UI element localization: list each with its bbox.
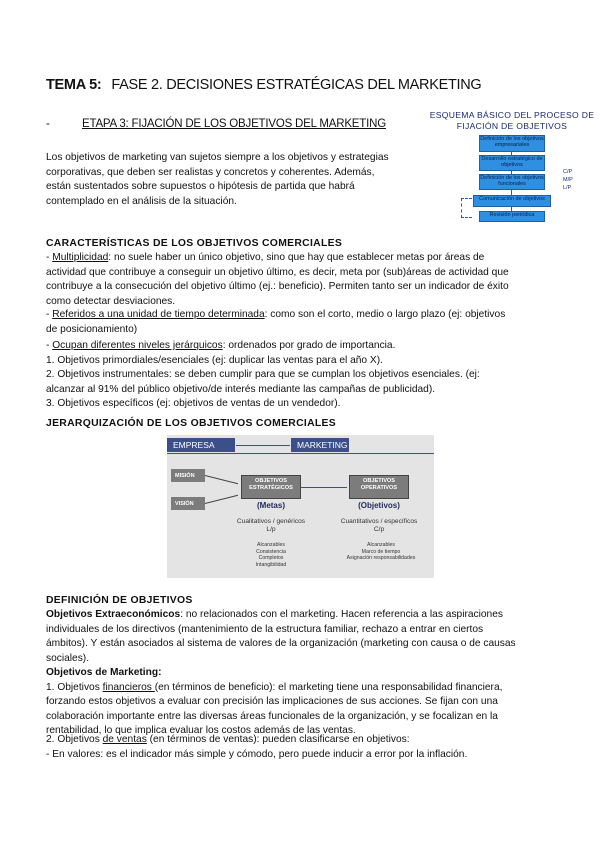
plazo-left: L/p [266, 526, 276, 533]
niveles-item: alcanzar al 91% del público objetivo/de interés mediante las campañas de publicidad). [46, 383, 436, 395]
schema-side-label: C/P [563, 169, 573, 175]
text: : no suele haber un único objetivo, sino que hay que establecer metas por áreas de [108, 252, 485, 263]
right-list [331, 542, 431, 562]
text: : ordenados por grado de importancia. [222, 340, 396, 351]
schema-box: Desarrollo estratégico de objetivos [479, 155, 545, 171]
intro-line: están sustentados sobre supuestos o hipótesis de partida que habrá [46, 181, 355, 193]
jerarquizacion-heading: JERARQUIZACIÓN DE LOS OBJETIVOS COMERCIALES [46, 418, 337, 429]
empresa-bar: EMPRESA [167, 438, 235, 452]
niveles-line [46, 339, 586, 354]
left-list-item: Completos [258, 555, 284, 561]
multiplicidad-term: Multiplicidad [52, 252, 109, 263]
extraeconomicos-paragraph [46, 608, 586, 666]
text: 1. Objetivos [46, 681, 103, 693]
financieros-term: financieros [102, 681, 155, 693]
schema-title-line2: FIJACIÓN DE OBJETIVOS [456, 121, 568, 131]
schema-side-label: L/P [563, 185, 572, 191]
left-list-item: Consistencia [256, 548, 286, 555]
niveles-paragraph [46, 339, 586, 412]
multiplicidad-paragraph [46, 251, 586, 309]
intro-line: Los objetivos de marketing van sujetos siempre a los objetivos y estrategias [46, 152, 389, 163]
intro-line: contemplado en el análisis de la situación. [46, 195, 237, 207]
marketing-objectives-heading: Objetivos de Marketing: [46, 667, 162, 678]
text: 2. Objetivos [46, 734, 103, 745]
schema-diagram [455, 133, 600, 233]
multiplicidad-line: como detectar desviaciones. [46, 295, 176, 307]
metas-label: (Metas) [256, 501, 285, 510]
tiempo-term: Referidos a una unidad de tiempo determinada [52, 309, 265, 320]
financieros-line: rentabilidad, lo que implica evaluar los costos además de las ventas. [46, 725, 356, 737]
financieros-line [46, 681, 586, 696]
vision-box: VISIÓN [171, 497, 205, 510]
vision-connector [205, 495, 238, 504]
text: : no relacionados con el marketing. Hacen referencia a las aspiraciones [180, 609, 503, 620]
extraeconomicos-line: sociales). [46, 652, 90, 664]
financieros-line: forzando estos objetivos a evaluar con precisión las implicaciones de sus acciones. Se fijan con una [46, 696, 498, 708]
niveles-item: 1. Objetivos primordiales/esenciales (ej: duplicar las ventas para el año X). [46, 354, 383, 366]
tiempo-line: de posicionamiento) [46, 323, 138, 335]
schema-box: Definición de los objetivos funcionales [479, 174, 545, 190]
caracteristicas-heading: CARACTERÍSTICAS DE LOS OBJETIVOS COMERCIALES [46, 238, 343, 249]
prefix: - [46, 309, 53, 320]
right-list-item: Alcanzables [367, 542, 395, 548]
left-list [227, 542, 315, 568]
marketing-objectives [46, 666, 586, 739]
niveles-item: 2. Objetivos instrumentales: se deben cumplir para que se cumplan los objetivos esenciales. (ej: [46, 369, 480, 381]
schema-title [426, 110, 598, 132]
right-list-item: Marco de tiempo [361, 548, 401, 555]
estrategicos-operativos-arrow [301, 487, 347, 488]
objetivos-estrategicos-box: OBJETIVOS ESTRATÉGICOS [241, 475, 301, 499]
etapa-label: ETAPA 3: FIJACIÓN DE LOS OBJETIVOS DEL MARKETING [82, 118, 386, 130]
etapa-dash: - [46, 118, 50, 130]
extraeconomicos-line: individuales de los directivos (mantenimiento de la estructura familiar, rechazo a entrar en ciertos [46, 623, 484, 635]
multiplicidad-line: actividad que contribuye a conseguir un objetivo último, es decir, meta por (sub)áreas de actividad que [46, 266, 509, 278]
niveles-item: 3. Objetivos específicos (ej: objetivos de ventas de un vendedor). [46, 398, 341, 410]
right-list-item: Asignación responsabilidades [346, 555, 416, 561]
plazo-right: C/p [373, 526, 385, 533]
tiempo-line [46, 308, 586, 323]
fase-label: FASE 2. DECISIONES ESTRATÉGICAS DEL MARKETING [111, 77, 482, 93]
hierarchy-diagram [167, 435, 434, 578]
schema-box: Comunicación de objetivos [473, 195, 551, 207]
objetivos-operativos-box: OBJETIVOS OPERATIVOS [349, 475, 409, 499]
financieros-line: colaboración importante entre las diversas áreas funcionales de la organización, y se focalizan en la [46, 710, 498, 722]
intro-paragraph [46, 151, 426, 209]
schema-box: Definición de los objetivos empresariales [479, 135, 545, 152]
marketing-bar: MARKETING [291, 438, 349, 452]
schema-box: Revisión periódica [479, 211, 545, 222]
text: (en términos de beneficio): el marketing tiene una responsabilidad financiera, [154, 681, 503, 693]
ventas-line: - En valores: es el indicador más simple y cómodo, pero puede inducir a error por la inflación. [46, 748, 468, 760]
schema-side-label: M/P [563, 177, 573, 183]
extraeconomicos-term: Objetivos Extraeconómicos [46, 609, 181, 620]
ventas-term: de ventas [102, 734, 147, 745]
tema-label: TEMA 5: [46, 77, 102, 93]
objetivos-label: (Objetivos) [358, 501, 400, 510]
schema-title-line1: ESQUEMA BÁSICO DEL PROCESO DE [429, 110, 595, 120]
niveles-term: Ocupan diferentes niveles jerárquicos [52, 340, 223, 351]
etapa-subtitle [46, 118, 386, 130]
extraeconomicos-line [46, 608, 586, 623]
extraeconomicos-line: ámbitos). Y están asociados al sistema de valores de la organización (marketing con causa o de causas [46, 638, 516, 650]
ventas-line [46, 733, 586, 748]
schema-feedback-loop [461, 198, 472, 218]
multiplicidad-line [46, 251, 586, 266]
text: : como son el corto, medio o largo plazo (ej: objetivos [264, 309, 506, 320]
page-title [46, 77, 481, 93]
left-list-item: Intangibilidad [255, 561, 287, 568]
mision-connector [205, 475, 238, 484]
multiplicidad-line: contribuye a la consecución del objetivo último (ej.: beneficio). Permiten tanto ser un indicador de éxito [46, 281, 509, 293]
intro-line: corporativas, que deben ser realistas y concretos y coherentes. Además, [46, 166, 375, 178]
cualitativos-label: Cualitativos / genéricos [236, 518, 306, 525]
left-list-item: Alcanzables [257, 542, 285, 548]
cuantitativos-label: Cuantitativos / específicos [340, 518, 418, 525]
mision-box: MISIÓN [171, 469, 205, 482]
header-connector [236, 445, 290, 446]
text: (en términos de ventas): pueden clasificarse en objetivos: [146, 734, 410, 745]
tiempo-paragraph [46, 308, 586, 337]
prefix: - [46, 340, 53, 351]
prefix: - [46, 252, 53, 263]
header-divider [167, 453, 434, 454]
definicion-heading: DEFINICIÓN DE OBJETIVOS [46, 595, 193, 606]
ventas-paragraph [46, 733, 586, 762]
